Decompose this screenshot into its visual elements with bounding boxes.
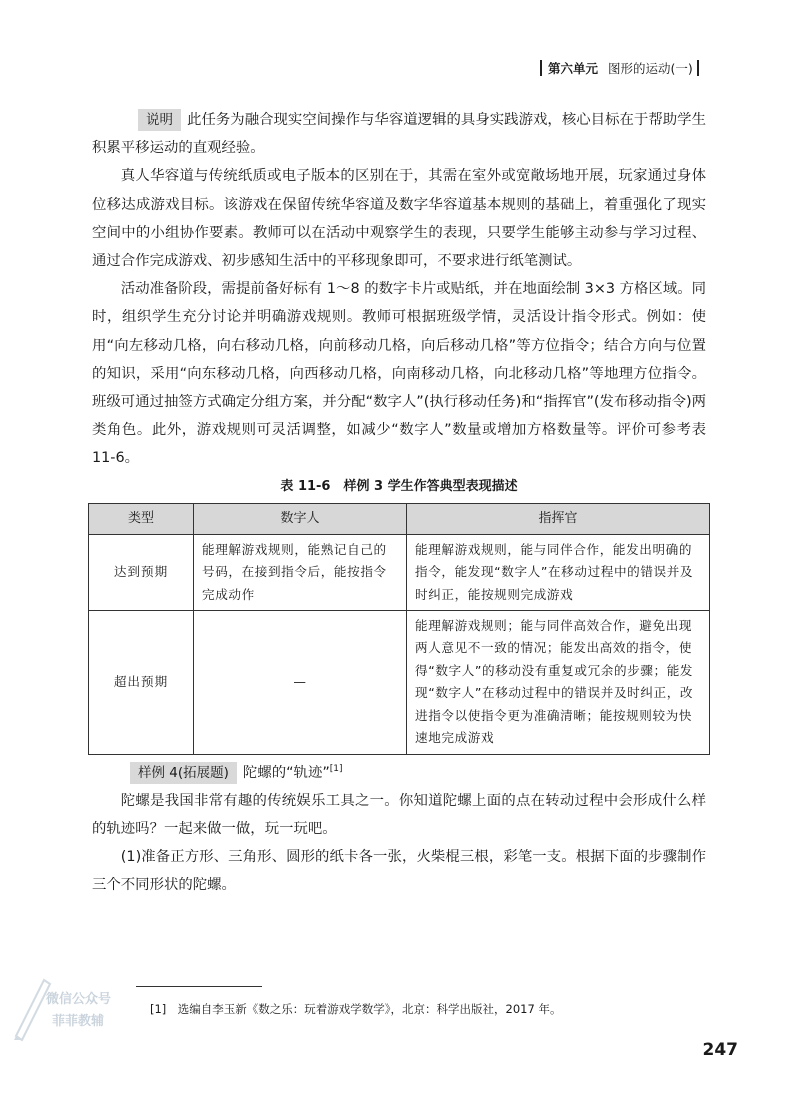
body-paragraph-2: 活动准备阶段，需提前备好标有 1～8 的数字卡片或贴纸，并在地面绘制 3×3 方格区域。同时，组织学生充分讨论并明确游戏规则。教师可根据班级学情，灵活设计指令形式。例如：使用“向左移动几格，向右移动几格，向前移动几格，向后移动几格”等方位指令；结合方向与位置的知识，采用“向东移动几格，向西移动几格，向南移动几格，向北移动几格”等地理方位指令。班级可通过抽签方式确定分组方案，并分配“数字人”(执行移动任务)和“指挥官”(发布移动指令)两类角色。此外，游戏规则可灵活调整，如减少“数字人”数量或增加方格数量等。评价可参考表 11-6。	[92, 281, 706, 467]
table-caption: 表 11-6 样例 3 学生作答典型表现描述	[280, 478, 518, 494]
example-paragraph-2: (1)准备正方形、三角形、圆形的纸卡各一张，火柴棍三根，彩笔一支。根据下面的步骤制作三个不同形状的陀螺。	[92, 849, 706, 894]
note-rest: 助学生积累平移运动的直观经验。	[92, 112, 706, 157]
example-heading	[92, 755, 706, 787]
table-header-type: 类型	[89, 503, 194, 534]
running-header	[540, 58, 740, 80]
table-row	[89, 611, 710, 754]
header-unit: 第六单元	[548, 61, 599, 76]
watermark-line-1: 微信公众号	[46, 992, 112, 1007]
example-tag: 样例 4(拓展题)	[130, 762, 237, 784]
row-type: 超出预期	[89, 611, 194, 754]
table-header-row	[89, 503, 710, 534]
example-paragraph-1: 陀螺是我国非常有趣的传统娱乐工具之一。你知道陀螺上面的点在转动过程中会形成什么样的轨迹吗？一起来做一做，玩一玩吧。	[92, 792, 706, 837]
footnote: [1] 选编自李玉新《数之乐：玩着游戏学数学》，北京：科学出版社，2017 年。	[150, 1002, 562, 1016]
footnote-ref: [1]	[329, 763, 343, 774]
row-type: 达到预期	[89, 534, 194, 610]
row-commander: 能理解游戏规则，能与同伴合作，能发出明确的指令，能发现“数字人”在移动过程中的错误并及时纠正，能按规则完成游戏	[407, 534, 710, 610]
table-row	[89, 534, 710, 610]
table-header-digit: 数字人	[194, 503, 407, 534]
header-bar-right	[697, 60, 699, 76]
footnote-rule	[136, 986, 262, 987]
row-digit: 能理解游戏规则，能熟记自己的号码，在接到指令后，能按指令完成动作	[194, 534, 407, 610]
header-title: 图形的运动(一)	[608, 61, 693, 76]
performance-table	[88, 503, 710, 755]
note-paragraph	[92, 106, 706, 162]
table-header-commander: 指挥官	[407, 503, 710, 534]
body-paragraph-1: 真人华容道与传统纸质或电子版本的区别在于，其需在室外或宽敞场地开展，玩家通过身体位移达成游戏目标。该游戏在保留传统华容道及数字华容道基本规则的基础上，着重强化了现实空间中的小组协作要素。教师可以在活动中观察学生的表现，只要学生能够主动参与学习过程、通过合作完成游戏、初步感知生活中的平移现象即可，不要求进行纸笔测试。	[92, 168, 706, 270]
note-tag: 说明	[138, 109, 181, 131]
row-digit: —	[194, 611, 407, 754]
row-commander: 能理解游戏规则；能与同伴高效合作，避免出现两人意见不一致的情况；能发出高效的指令，使得“数字人”的移动没有重复或冗余的步骤；能发现“数字人”在移动过程中的错误并及时纠正，改进指令以使指令更为准确清晰；能按规则较为快速地完成游戏	[407, 611, 710, 754]
watermark-line-2: 菲菲教辅	[52, 1014, 105, 1029]
note-first-line: 此任务为融合现实空间操作与华容道逻辑的具身实践游戏，核心目标在于帮	[187, 112, 663, 128]
page-number: 247	[702, 1040, 738, 1060]
watermark	[8, 966, 118, 1056]
page-body	[92, 106, 706, 900]
header-bar-left	[540, 60, 542, 76]
example-title: 陀螺的“轨迹”	[242, 764, 330, 781]
